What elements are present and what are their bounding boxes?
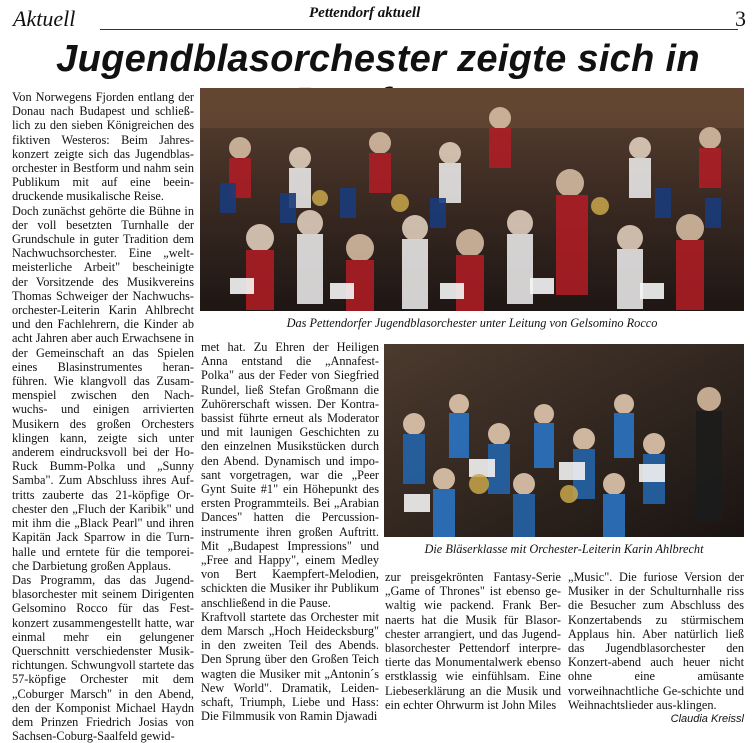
paragraph: zur preisgekrönten Fantasy-Serie „Game of Thrones" ist ebenso ge-waltig wie packend. Frank Ber-naerts hat die Musik für Blasor-chester arrangiert, und das Jugend-blasorchester Pettendorf interpre-tierte das Monumentalwerk ebenso erstklassig wie einfühlsam. Eine Liebeserklärung an die Musik und ein echter Ohrwurm ist John Miles (385, 570, 561, 712)
paragraph: Kraftvoll startete das Orchester mit dem Marsch „Hoch Heidecksburg" in den zweiten Teil des Abends. Den Sprung über den Großen Teich wagten die Musiker mit „Antonin´s New World". Dramatik, Leiden-schaft, Triumph, Liebe und Hass: Die Filmmusik von Ramin Djawadi (201, 609, 379, 724)
author-signature: Claudia Kreissl (670, 713, 744, 726)
paragraph: Das Programm, das das Jugend-blasorchester mit seinem Dirigenten Gelsomino Rocco für das Fest-konzert zusammengestellt hatte, war einmal mehr ein gelungener Querschnitt verschiedenster Musik-richtungen. Schwungvoll startete das 57-köpfige Orchester mit dem „Coburger Marsch" in den Abend, den der Komponist Michael Haydn dem Prinzen Friedrich Josias von Sachsen-Coburg-Saalfeld gewid- (12, 572, 194, 743)
paragraph: Doch zunächst gehörte die Bühne in der voll besetzten Turnhalle der Grundschule in guter Tradition dem Nachwuchsorchester. Eine „welt-meisterliche Arbeit" bescheinigte der Vorsitzende des Musikvereins Thomas Schweiger der Nachwuchs-orchester-Leiterin Karin Ahlbrecht und den Fachlehrern, die Kinder ab acht Jahren aber auch Erwachsene in der Gemeinschaft an das Spielen eines Blasinstrumentes heran-führen. Wie klangvoll das Zusam-menspiel zwischen den Nach-wuchs- und einigen arrivierten Musikern des großen Orchesters klingen kann, zeigte sich unter anderem eindrucksvoll bei der Ho-Ruck Bumm-Polka und „Sunny Samba". Zum Abschluss ihres Auf-tritts zauberte das 21-köpfige Or-chester den „Fluch der Karibik" und mit ihm die „Black Pearl" und ihren Kapitän Jack Sparrow in die Turn-halle und erntete für die temporei-che Darbietung großen Applaus. (12, 203, 194, 573)
paragraph: met hat. Zu Ehren der Heiligen Anna entstand die „Annafest-Polka" aus der Feder von Siegfried Rundel, ließ Stefan Großmann die Zuhörerschaft wissen. Der Kontra-bassist führte erneut als Moderator und mit launigen Geschichten zu den einzelnen Musikstücken durch den Abend. Dynamisch und impo-sant vorgetragen, war die „Peer Gynt Suite #1" ein Höhepunkt des ersten Programmteils. Bei „Arabian Dances" hatten die Percussion-instrumente ihren großen Auftritt. Mit „Budapest Impressions" und „Free and Happy", einem Medley von Bert Kaempfert-Melodien, schickten die Musiker ihr Publikum anschließend in die Pause. (201, 340, 379, 610)
section-label: Aktuell (13, 6, 76, 31)
paragraph (568, 570, 744, 726)
article-column-2 (201, 340, 379, 723)
article-column-3 (385, 570, 561, 712)
paragraph-text: „Music". Die furiose Version der Musiker in der Schulturnhalle riss die Besucher zum Abschluss des Konzertabends zu stürmischem Applaus hin. Aber natürlich ließ das Jugendblasorchester den Konzert-abend auch heuer nicht ohne eine amüsante vorweihnachtliche Ge-schichte und Weihnachtslieder aus-klingen. (568, 570, 744, 712)
photo-caption: Das Pettendorfer Jugendblasorchester unter Leitung von Gelsomino Rocco (286, 316, 658, 330)
orchestra-photo-image (200, 88, 744, 311)
wind-class-photo (384, 344, 744, 537)
headline: Jugendblasorchester zeigte sich in (56, 38, 700, 80)
wind-class-photo-image (384, 344, 744, 537)
page-header (0, 0, 756, 32)
article-column-1 (12, 90, 194, 743)
page-number: 3 (735, 6, 746, 31)
paragraph: Von Norwegens Fjorden entlang der Donau nach Budapest und schließ-lich zu den sieben Königreichen des fiktiven Westeros: Beim Jahres-konzert zeigte sich das Jugendblas-orchester in Bestform und nahm sein Publikum mit auf eine beein-druckende musikalische Reise. (12, 90, 194, 204)
orchestra-photo (200, 88, 744, 311)
photo-caption: Die Bläserklasse mit Orchester-Leiterin Karin Ahlbrecht (424, 542, 704, 556)
article-column-4 (568, 570, 744, 726)
publication-title: Pettendorf aktuell (309, 5, 421, 21)
header-rule (100, 29, 738, 30)
